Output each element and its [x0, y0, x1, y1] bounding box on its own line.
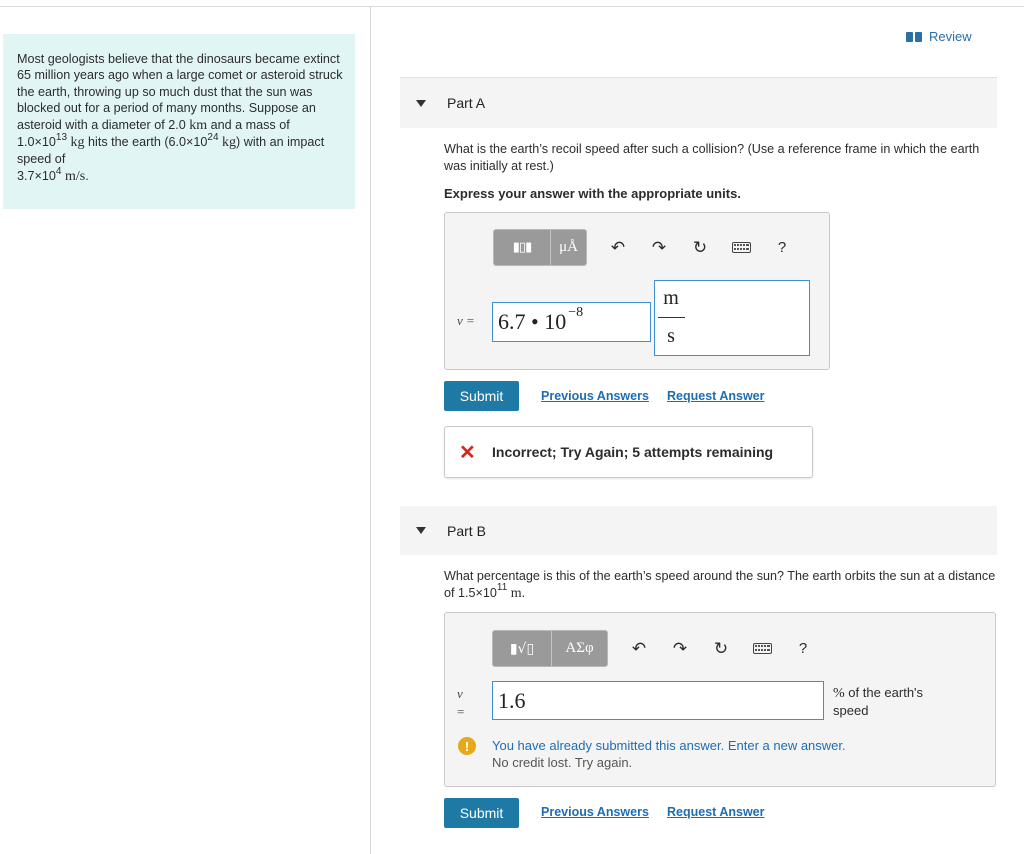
notice-line-2: No credit lost. Try again. — [492, 755, 633, 770]
unit-numerator: m — [663, 287, 679, 309]
review-label: Review — [929, 29, 972, 44]
answer-mantissa: 6.7 • 10 — [498, 309, 567, 334]
templates-button[interactable]: ▮√▯ — [493, 631, 551, 666]
undo-icon[interactable]: ↶ — [610, 237, 626, 257]
part-a-instruction: Express your answer with the appropriate units. — [444, 186, 741, 201]
part-a-question: What is the earth’s recoil speed after such a collision? (Use a reference frame in which the earth was initially at rest.) — [444, 142, 980, 173]
part-b-request-answer-link[interactable]: Request Answer — [667, 805, 765, 819]
answer-value: 1.6 — [498, 687, 526, 713]
feedback-message: Incorrect; Try Again; 5 attempts remaining — [492, 444, 774, 460]
help-button[interactable]: ? — [798, 640, 808, 657]
part-b-notice — [458, 737, 846, 771]
part-b-value-input[interactable] — [492, 681, 824, 720]
part-b-variable-label: v — [457, 686, 463, 701]
part-a-request-answer-link[interactable]: Request Answer — [667, 389, 765, 403]
part-b-unit-text: % of the earth's speed — [833, 685, 924, 718]
part-b-equals-label: = — [457, 704, 465, 719]
part-b-title: Part B — [447, 522, 486, 539]
part-b-previous-answers-link[interactable]: Previous Answers — [541, 805, 649, 819]
part-a-variable-label: v = — [457, 313, 475, 328]
part-a-toolbar — [493, 229, 792, 266]
part-b-header[interactable] — [400, 506, 997, 555]
fraction-bar — [658, 317, 685, 318]
part-a-tool-group — [493, 229, 587, 266]
reset-icon[interactable]: ↻ — [692, 237, 708, 257]
undo-icon[interactable]: ↶ — [631, 638, 647, 658]
reset-icon[interactable]: ↻ — [713, 638, 729, 658]
redo-icon[interactable]: ↷ — [651, 237, 667, 257]
unit-denominator: s — [667, 325, 675, 347]
part-b-toolbar — [492, 630, 813, 667]
part-a-submit-button[interactable]: Submit — [444, 381, 519, 411]
part-a-header[interactable] — [400, 78, 997, 128]
answer-exponent: −8 — [568, 305, 584, 320]
review-link[interactable] — [906, 29, 972, 44]
part-a-previous-answers-link[interactable]: Previous Answers — [541, 389, 649, 403]
book-icon — [906, 32, 922, 42]
part-a-answer-box — [444, 212, 830, 370]
column-divider — [370, 6, 371, 854]
symbols-button[interactable]: ΑΣφ — [551, 631, 607, 666]
part-a-value-input[interactable] — [492, 302, 651, 342]
notice-line-1: You have already submitted this answer. Enter a new answer. — [492, 738, 846, 753]
units-button[interactable]: μÅ — [550, 230, 586, 265]
incorrect-icon: ✕ — [459, 441, 476, 464]
collapse-caret-icon — [416, 527, 426, 534]
redo-icon[interactable]: ↷ — [672, 638, 688, 658]
warning-icon: ! — [458, 737, 476, 755]
keyboard-icon[interactable] — [731, 238, 751, 258]
problem-statement: Most geologists believe that the dinosaurs became extinct 65 million years ago when a large comet or asteroid struck the earth, throwing up so much dust that the sun was blocked out for a period of many months. Suppose an asteroid with a diameter of 2.0 km and a mass of $1.0\times 10^{13}$ kg hits the earth ($6.0\times 10^{24}$ kg) with an impact speed of $3.7\times 10^4$ m/s. — [3, 34, 355, 209]
part-a-feedback — [444, 426, 813, 478]
top-border — [0, 6, 1024, 7]
keyboard-icon[interactable] — [752, 639, 772, 659]
templates-button[interactable]: ▮▯▮ — [494, 230, 550, 265]
part-b-question: What percentage is this of the earth’s speed around the sun? The earth orbits the sun at a distance of $1.5\times 10^{11}$ m. — [444, 569, 996, 601]
help-button[interactable]: ? — [777, 239, 787, 256]
part-b-tool-group — [492, 630, 608, 667]
part-a-title: Part A — [447, 95, 486, 111]
part-a-unit-input[interactable] — [654, 280, 810, 356]
collapse-caret-icon — [416, 100, 426, 107]
part-b-submit-button[interactable]: Submit — [444, 798, 519, 828]
